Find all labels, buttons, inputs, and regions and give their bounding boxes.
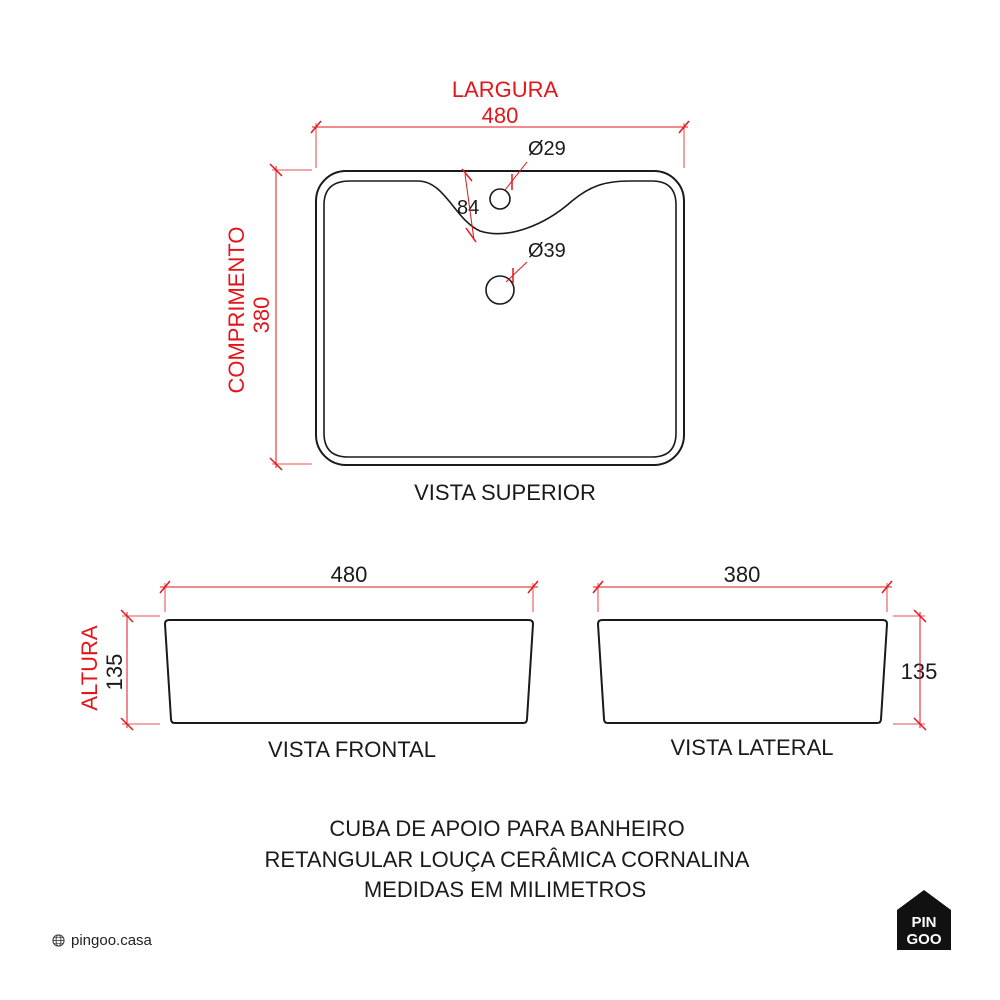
product-description (265, 816, 750, 902)
side-width-value: 380 (723, 562, 761, 587)
basin-outer-outline (316, 171, 684, 465)
drain-hole-leader (506, 262, 527, 282)
basin-front-outline (165, 620, 533, 723)
globe-icon (52, 934, 65, 947)
top-length-label: COMPRIMENTO (224, 226, 249, 394)
faucet-offset-tick-bottom (466, 228, 476, 242)
side-view-caption: VISTA LATERAL (670, 735, 834, 760)
basin-inner-outline (324, 181, 676, 457)
top-width-label: LARGURA (451, 77, 559, 102)
logo-line-1: PIN (911, 914, 937, 931)
top-view-caption: VISTA SUPERIOR (414, 480, 596, 505)
description-line-2: RETANGULAR LOUÇA CERÂMICA CORNALINA (264, 847, 750, 872)
website-text: pingoo.casa (71, 931, 152, 949)
pingoo-logo-icon (897, 890, 951, 950)
faucet-offset-value: 84 (457, 197, 480, 219)
website-link[interactable] (52, 930, 152, 950)
basin-side-outline (598, 620, 887, 723)
top-view (224, 77, 689, 505)
faucet-hole-diameter: Ø29 (528, 138, 566, 160)
description-line-3: MEDIDAS EM MILIMETROS (363, 877, 647, 902)
drain-hole (486, 276, 514, 304)
drain-hole-diameter: Ø39 (528, 240, 566, 262)
top-width-value: 480 (481, 103, 519, 128)
side-height-value: 135 (900, 659, 938, 684)
front-view-caption: VISTA FRONTAL (268, 737, 436, 762)
front-view (77, 562, 538, 762)
front-width-value: 480 (330, 562, 368, 587)
description-line-1: CUBA DE APOIO PARA BANHEIRO (329, 816, 685, 841)
faucet-hole-leader (505, 162, 527, 190)
front-height-value: 135 (102, 653, 127, 691)
side-view (593, 562, 937, 760)
faucet-hole (490, 189, 510, 209)
top-length-value: 380 (249, 296, 274, 334)
front-height-label: ALTURA (77, 625, 102, 711)
logo-line-2: GOO (906, 931, 942, 948)
